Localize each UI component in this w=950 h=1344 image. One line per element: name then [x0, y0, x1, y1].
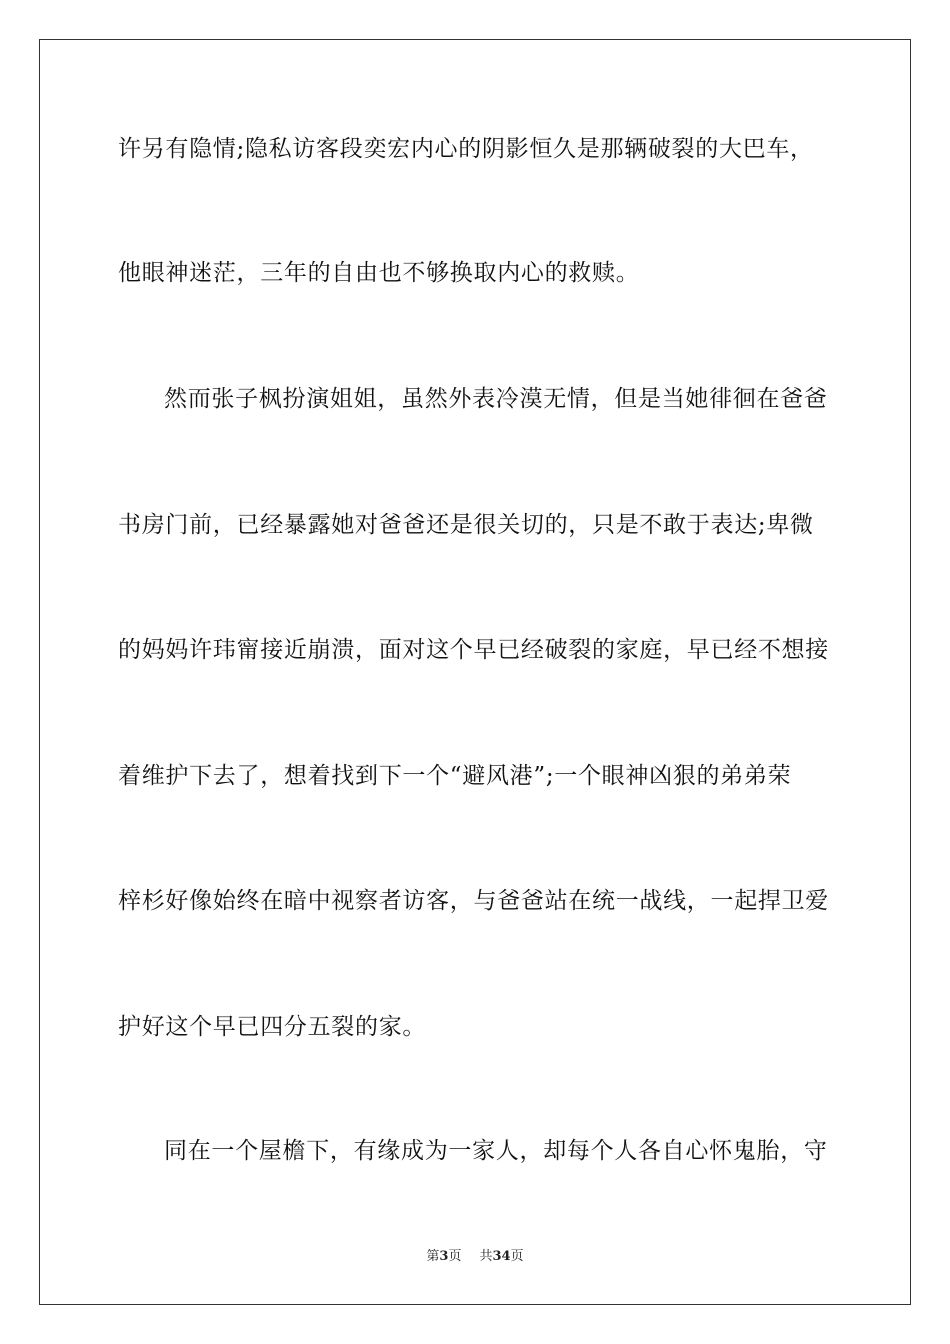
text-line-5: 的妈妈许玮甯接近崩溃，面对这个早已经破裂的家庭，早已经不想接	[118, 637, 829, 663]
text-line-1: 许另有隐情;隐私访客段奕宏内心的阴影恒久是那辆破裂的大巴车，	[118, 136, 814, 162]
text-line-3: 然而张子枫扮演姐姐，虽然外表冷漠无情，但是当她徘徊在爸爸	[164, 386, 828, 412]
total-suffix: 页	[510, 1249, 524, 1264]
current-page-number: 3	[439, 1249, 449, 1264]
page-footer	[0, 1248, 950, 1266]
text-line-6: 着维护下去了，想着找到下一个“避风港”;一个眼神凶狠的弟弟荣	[118, 763, 792, 789]
total-prefix: 共	[479, 1249, 493, 1264]
page-prefix: 第	[426, 1249, 440, 1264]
text-line-9: 同在一个屋檐下，有缘成为一家人，却每个人各自心怀鬼胎，守	[164, 1138, 828, 1164]
text-line-7: 梓杉好像始终在暗中视察者访客，与爸爸站在统一战线，一起捍卫爱	[118, 888, 829, 914]
text-line-8: 护好这个早已四分五裂的家。	[118, 1014, 427, 1040]
page-border	[39, 39, 911, 1305]
page-suffix: 页	[448, 1249, 462, 1264]
text-line-2: 他眼神迷茫，三年的自由也不够换取内心的救赎。	[118, 260, 640, 286]
text-line-4: 书房门前，已经暴露她对爸爸还是很关切的，只是不敢于表达;卑微	[118, 512, 814, 538]
total-pages: 34	[492, 1249, 511, 1264]
